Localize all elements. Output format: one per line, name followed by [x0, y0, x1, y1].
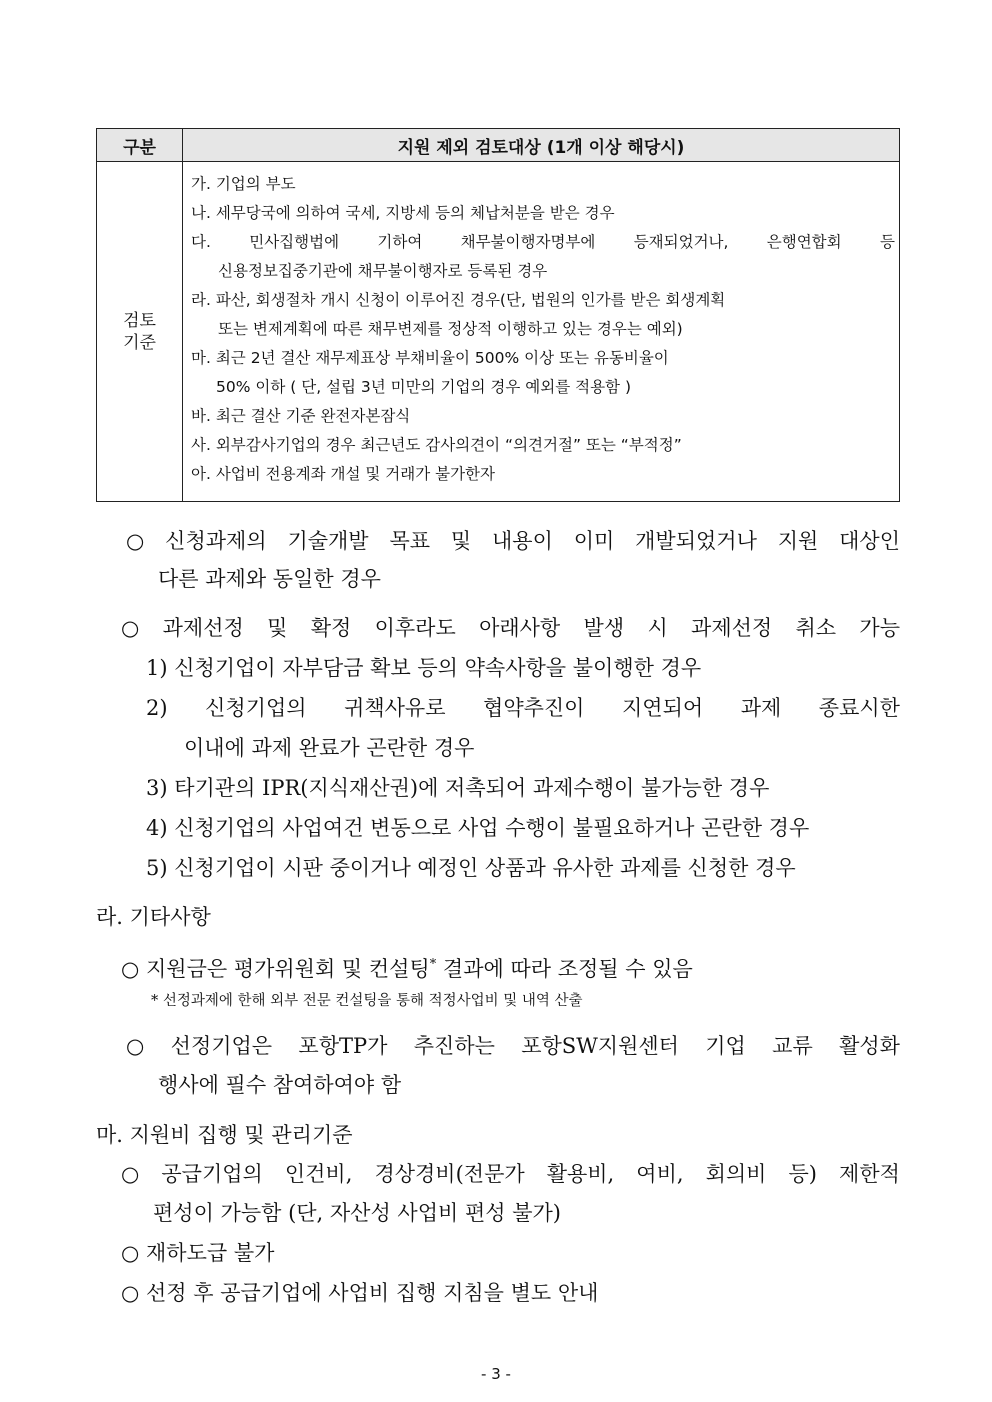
bullet-item: ○ 재하도급 불가 — [121, 1241, 275, 1265]
bullet-item — [121, 1160, 900, 1188]
item-word: 협약추진이 — [483, 696, 585, 720]
header-title: 지원 제외 검토대상 (1개 이상 해당시) — [183, 129, 900, 162]
bullet-word: 활성화 — [839, 1034, 900, 1058]
bullet-word: 포항SW지원센터 — [521, 1034, 679, 1058]
bullet-word: 과제선정 — [162, 616, 244, 640]
criteria-item: 나. 세무당국에 의하여 국세, 지방세 등의 체납처분을 받은 경우 — [191, 204, 615, 222]
bullet-word: 등) — [788, 1162, 817, 1186]
criteria-item: 라. 파산, 회생절차 개시 신청이 이루어진 경우(단, 법원의 인가를 받은 회생계획 — [191, 291, 726, 309]
numbered-item — [146, 694, 900, 722]
category-label-line: 기준 — [123, 332, 156, 353]
bullet-item — [126, 527, 900, 555]
bullet-word: 회의비 — [705, 1162, 767, 1186]
bullet-word: 제한적 — [839, 1162, 900, 1186]
bullet-word: ○ — [126, 1034, 145, 1058]
item-word: 신청기업의 — [205, 696, 307, 720]
word: 기하여 — [377, 233, 423, 251]
bullet-item — [126, 1032, 900, 1060]
criteria-item: 사. 외부감사기업의 경우 최근년도 감사의견이 “의견거절” 또는 “부적정” — [191, 436, 682, 454]
bullet-word: 선정기업은 — [170, 1034, 273, 1058]
numbered-item: 3) 타기관의 IPR(지식재산권)에 저촉되어 과제수행이 불가능한 경우 — [146, 776, 770, 800]
bullet-word: ○ — [121, 1162, 140, 1186]
word: 민사집행법에 — [249, 233, 340, 251]
criteria-item: 바. 최근 결산 기준 완전자본잠식 — [191, 407, 411, 425]
item-word: 과제 — [740, 696, 782, 720]
numbered-item: 4) 신청기업의 사업여건 변동으로 사업 수행이 불필요하거나 곤란한 경우 — [146, 816, 810, 840]
bullet-word: 및 — [450, 529, 472, 553]
page-number: - 3 - — [481, 1365, 511, 1383]
bullet-word: 교류 — [772, 1034, 813, 1058]
header-category: 구분 — [97, 129, 183, 162]
bullet-word: 기업 — [705, 1034, 746, 1058]
bullet-word: 여비, — [636, 1162, 684, 1186]
bullet-continuation: 편성이 가능함 (단, 자산성 사업비 편성 불가) — [153, 1201, 561, 1225]
table-body-row — [97, 162, 900, 502]
criteria-item-continuation: 또는 변제계획에 따른 채무변제를 정상적 이행하고 있는 경우는 예외) — [218, 320, 683, 338]
criteria-list — [183, 162, 900, 502]
bullet-word: 이미 — [573, 529, 615, 553]
bullet-word: 과제선정 — [691, 616, 773, 640]
bullet-word: 포항TP가 — [298, 1034, 388, 1058]
bullet-word: ○ — [126, 529, 145, 553]
bullet-word: 및 — [267, 616, 288, 640]
table-header-row — [97, 129, 900, 162]
category-label-line: 검토 — [123, 310, 156, 331]
criteria-table — [96, 128, 900, 502]
criteria-item-continuation: 신용정보집중기관에 채무불이행자로 등록된 경우 — [218, 262, 548, 280]
bullet-word: 경상경비(전문가 — [374, 1162, 525, 1186]
bullet-text: 결과에 따라 조정될 수 있음 — [436, 957, 693, 981]
bullet-word: 추진하는 — [413, 1034, 495, 1058]
bullet-word: 활용비, — [546, 1162, 615, 1186]
bullet-word: 취소 — [795, 616, 837, 640]
bullet-word: 신청과제의 — [165, 529, 267, 553]
bullet-word: 아래사항 — [479, 616, 561, 640]
bullet-continuation: 행사에 필수 참여하여야 함 — [158, 1073, 402, 1097]
bullet-word: 내용이 — [492, 529, 553, 553]
bullet-word: 대상인 — [839, 529, 900, 553]
item-word: 종료시한 — [818, 696, 900, 720]
word: 등 — [879, 233, 895, 251]
numbered-item: 5) 신청기업이 시판 중이거나 예정인 상품과 유사한 과제를 신청한 경우 — [146, 856, 796, 880]
category-cell — [97, 162, 183, 502]
numbered-item: 1) 신청기업이 자부담금 확보 등의 약속사항을 불이행한 경우 — [146, 656, 702, 680]
bullet-continuation: 다른 과제와 동일한 경우 — [158, 567, 381, 591]
word: 채무불이행자명부에 — [460, 233, 596, 251]
bullet-word: 이후라도 — [374, 616, 456, 640]
criteria-item: 가. 기업의 부도 — [191, 175, 296, 193]
bullet-item: ○ 선정 후 공급기업에 사업비 집행 지침을 별도 안내 — [121, 1281, 599, 1305]
bullet-word: 시 — [647, 616, 668, 640]
bullet-word: 공급기업의 — [161, 1162, 263, 1186]
bullet-word: 확정 — [310, 616, 352, 640]
bullet-word: 개발되었거나 — [635, 529, 757, 553]
bullet-item — [121, 614, 900, 642]
footnote: * 선정과제에 한해 외부 전문 컨설팅을 통해 적정사업비 및 내역 산출 — [151, 993, 583, 1009]
bullet-item — [121, 951, 693, 983]
item-word: 지연되어 — [622, 696, 704, 720]
bullet-word: 발생 — [583, 616, 625, 640]
bullet-word: 가능 — [859, 616, 900, 640]
criteria-item — [191, 228, 895, 257]
bullet-word: 기술개발 — [287, 529, 369, 553]
bullet-word: 목표 — [389, 529, 431, 553]
word: 은행연합회 — [766, 233, 842, 251]
footnote-marker: * — [429, 957, 437, 972]
section-heading: 마. 지원비 집행 및 관리기준 — [96, 1123, 353, 1147]
item-word: 귀책사유로 — [344, 696, 446, 720]
word: 다. — [191, 233, 211, 251]
item-word: 2) — [146, 696, 168, 720]
numbered-item-continuation: 이내에 과제 완료가 곤란한 경우 — [184, 736, 475, 760]
word: 등재되었거나, — [633, 233, 729, 251]
bullet-word: 지원 — [777, 529, 819, 553]
criteria-item: 마. 최근 2년 결산 재무제표상 부채비율이 500% 이상 또는 유동비율이 — [191, 349, 669, 367]
bullet-word: ○ — [121, 616, 140, 640]
criteria-item: 아. 사업비 전용계좌 개설 및 거래가 불가한자 — [191, 465, 496, 483]
bullet-text: ○ 지원금은 평가위원회 및 컨설팅 — [121, 957, 430, 981]
criteria-item-continuation: 50% 이하 ( 단, 설립 3년 미만의 기업의 경우 예외를 적용함 ) — [216, 378, 631, 396]
section-heading: 라. 기타사항 — [96, 905, 211, 929]
bullet-word: 인건비, — [284, 1162, 353, 1186]
